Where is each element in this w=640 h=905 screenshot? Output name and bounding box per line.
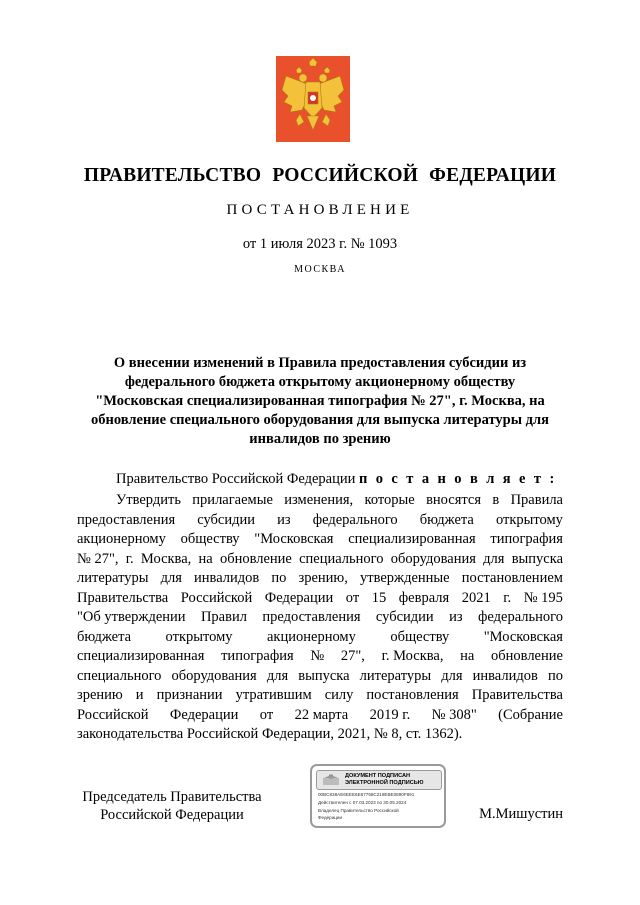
body-word: обществу [390,628,450,645]
body-word: из [449,609,463,625]
body-word: федерального [478,609,563,625]
body-word: г. Москва, [381,648,444,664]
heading-line: "Московская специализированная типография № 27", г. Москва, на [95,393,545,409]
body-word: оборудования [390,550,476,567]
body-word: обновление [219,550,292,567]
body-word: зрению [77,687,123,703]
signatory-position-line: Российской Федерации [100,807,244,823]
body-word: бюджета [77,628,132,645]
body-word: в [492,492,500,508]
body-word: от [345,589,360,606]
body-word: г. [503,589,512,606]
stamp-title: ДОКУМЕНТ ПОДПИСАН [345,773,411,779]
body-word: постановлением [461,570,563,586]
body-word: для [441,667,463,684]
body-word: 22 марта [294,706,349,723]
body-word: Федерации [169,706,239,723]
body-word: "Московская [254,531,334,547]
body-word: утратившим [235,687,312,703]
body-word: силу [324,687,354,703]
body-line [77,530,563,550]
body-word: выпуска [298,667,350,684]
heading-line: О внесении изменений в Правила предоставления субсидии из [113,355,527,371]
body-word: по [271,570,287,586]
body-word: федерального [312,511,398,528]
coat-of-arms-emblem [276,56,350,142]
body-word: обновление [491,648,563,664]
body-word: типография [490,531,563,547]
body-word: № 27", [77,550,119,567]
body-line [77,647,563,667]
body-word: утвержденные [360,570,450,586]
intro-text: Правительство Российской Федерации [116,471,359,487]
body-word: февраля [398,589,450,606]
body-line [77,628,563,648]
signatory-position-line: Председатель Правительства [82,789,262,805]
body-word: на [198,550,213,567]
body-word: № 195 [523,589,563,606]
body-word: вносятся [426,492,482,508]
body-word: открытому [495,511,563,528]
document-heading [80,354,560,449]
body-word: акционерному [267,628,356,645]
body-word: г. [125,550,134,567]
heading-line: федерального бюджета открытому акционерному обществу [124,374,516,390]
body-word: Российской [77,706,149,723]
body-line [77,550,563,570]
body-word: "Московская [483,628,563,645]
electronic-signature-stamp [310,764,446,828]
signatory-position [72,788,272,824]
body-word: Москва, [140,550,192,567]
body-word: для [483,550,505,567]
body-word: субсидии [375,609,434,625]
body-word: специализированная [348,531,476,547]
body-word: Российской [180,589,253,606]
body-word: Утвердить [116,492,181,508]
body-word: Федерации [264,589,334,606]
body-word: бюджета [419,511,474,528]
stamp-emblem-icon [322,774,340,786]
body-line [77,569,563,589]
body-word: выпуска [511,550,563,567]
body-word: прилагаемые [192,492,273,508]
stamp-serial: 00BC838AE6EEE6E67758C219EBE0890F891 [318,792,415,797]
body-word: признании [156,687,223,703]
body-word: для [266,667,289,684]
body-word: инвалидов [194,570,260,586]
body-word: акционерному [77,531,166,547]
body-line [77,511,563,531]
body-word: постановления [366,687,459,703]
body-word: предоставления [262,609,361,625]
body-line [77,667,563,687]
stamp-owner: Федерации [318,815,343,820]
intro-resolves: п о с т а н о в л я е т : [358,471,557,487]
body-word: зрению, [298,570,348,586]
heading-line: обновление специального оборудования для выпуска литературы для [91,412,549,428]
stamp-header [316,770,442,790]
body-word: субсидии [197,511,256,528]
body-word: специализированная [77,648,205,664]
government-title: ПРАВИТЕЛЬСТВО РОССИЙСКОЙ ФЕДЕРАЦИИ [83,165,557,186]
body-word: открытому [165,628,233,645]
body-line [77,725,563,745]
body-word: 2021 [461,589,491,606]
body-line [77,686,563,706]
double-headed-eagle-icon [276,56,350,142]
body-word: 15 [371,589,387,606]
body-word: 27", [340,648,365,664]
body-word: изменения, [284,492,354,508]
stamp-title: ЭЛЕКТРОННОЙ ПОДПИСЬЮ [345,780,424,786]
body-word: оборудования [171,667,257,684]
body-word: типография [221,648,294,664]
body-line [77,706,563,726]
document-city: МОСКВА [294,264,346,275]
body-word: предоставления [77,511,176,528]
body-word: специального [77,667,162,684]
document-type: ПОСТАНОВЛЕНИЕ [226,202,414,218]
body-word: из [277,511,291,528]
body-word: от [259,706,274,723]
intro-paragraph [116,471,557,488]
body-word: "Об утверждении [77,609,186,625]
body-word: специального [299,550,384,567]
body-word: Правительства [471,687,563,703]
body-word: законодательства Российской Федерации, 2021, № 8, ст. 1362). [77,726,463,742]
body-word: литературы [77,570,149,586]
body-line [77,589,563,609]
body-word: № 308" [431,706,477,723]
body-line [77,608,563,628]
body-word: (Собрание [498,706,563,723]
resolution-body [77,491,563,745]
heading-line: инвалидов по зрению [249,431,391,447]
body-word: Правила [510,492,563,508]
body-word: обществу [180,531,240,547]
body-word: для [160,570,182,586]
body-word: Правительства [77,589,169,606]
body-line [77,491,563,511]
body-word: литературы [359,667,432,684]
document-date-number: от 1 июля 2023 г. № 1093 [242,236,398,252]
body-word: по [547,667,563,684]
stamp-validity: Действителен с 07.03.2023 по 30.05.2024 [318,800,407,805]
body-word: Правил [200,609,247,625]
body-word: 2019 г. [369,706,411,723]
body-word: № [310,648,325,664]
body-word: инвалидов [472,667,538,684]
body-word: которые [364,492,415,508]
body-word: на [460,648,475,664]
signatory-name: М.Мишустин [479,806,563,822]
stamp-owner: Владелец Правительство Российской [318,808,399,813]
body-word: и [135,687,144,703]
